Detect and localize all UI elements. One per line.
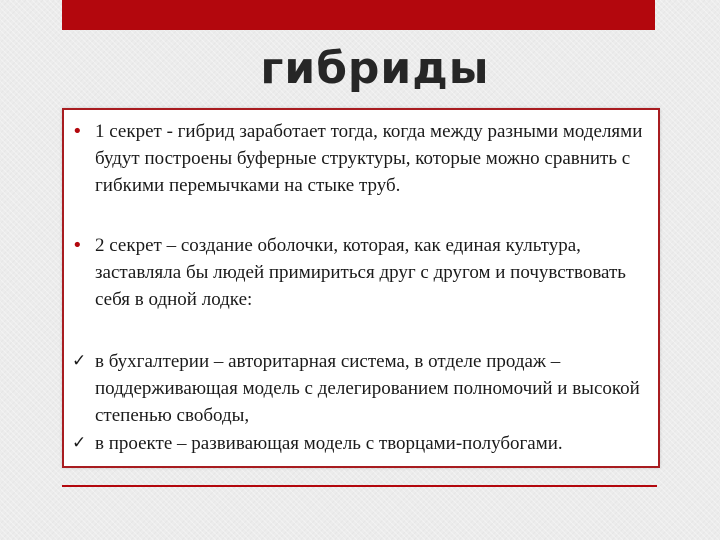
list-item-text: 2 секрет – создание оболочки, которая, как единая культура, заставляла бы людей примириться друг с другом и почувствовать себя в одной лодке: bbox=[95, 235, 626, 310]
list-item-text: в проекте – развивающая модель с творцами-полубогами. bbox=[95, 433, 563, 454]
slide-title: гибриды bbox=[260, 43, 490, 94]
bullet-icon: • bbox=[72, 121, 83, 142]
list-item bbox=[72, 348, 654, 429]
checkmark-icon: ✓ bbox=[72, 351, 87, 371]
list-item bbox=[72, 118, 654, 199]
top-accent-bar bbox=[62, 0, 655, 30]
bottom-divider bbox=[62, 485, 657, 487]
list-item bbox=[72, 430, 654, 457]
list-item-text: 1 секрет - гибрид заработает тогда, когда между разными моделями будут построены буферные структуры, которые можно сравнить с гибкими перемычками на стыке труб. bbox=[95, 121, 643, 196]
content-box bbox=[62, 108, 660, 468]
list-item-text: в бухгалтерии – авторитарная система, в отделе продаж – поддерживающая модель с делегированием полномочий и высокой степенью свободы, bbox=[95, 351, 640, 426]
checkmark-icon: ✓ bbox=[72, 433, 87, 453]
bullet-icon: • bbox=[72, 235, 83, 256]
list-item bbox=[72, 232, 654, 313]
